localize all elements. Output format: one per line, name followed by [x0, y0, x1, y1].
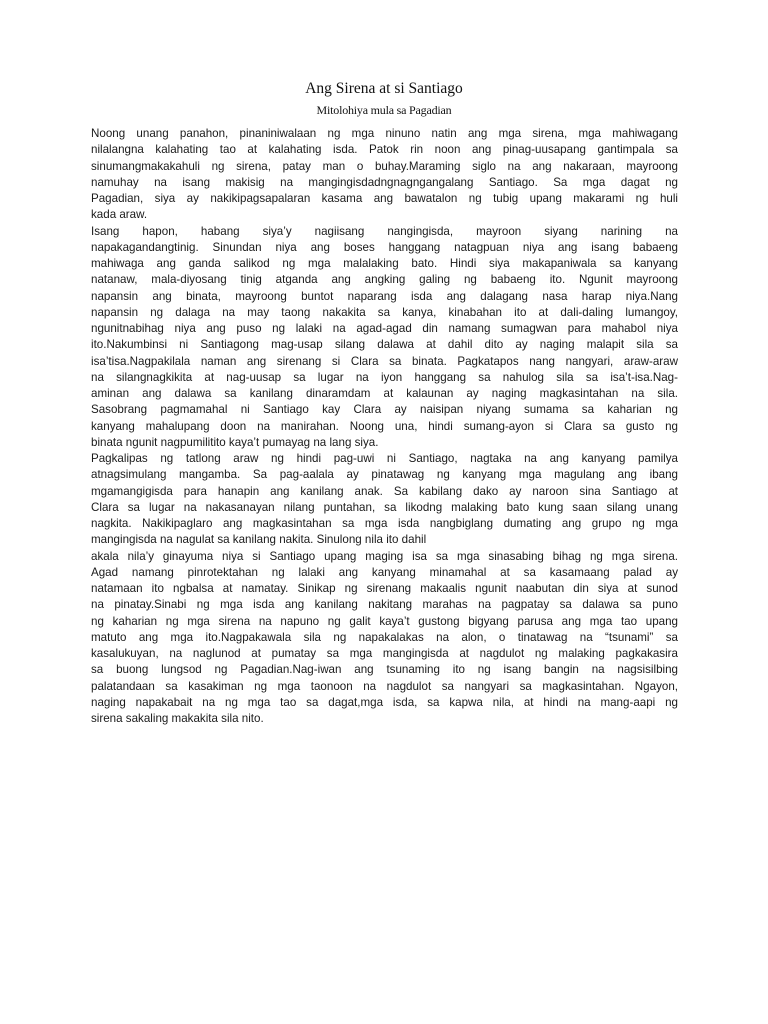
- text-line: aminan ang dalawa sa kanilang dinaramdam at kalaunan ay naging magkasintahan na sila.: [91, 387, 678, 400]
- text-line: isa’tisa.Nagpakilala naman ang sirenang si Clara sa binata. Pagkatapos nang nangyari, araw-araw: [91, 354, 678, 368]
- text-line: Noong unang panahon, pinaniniwalaan ng mga ninuno natin ang mga sirena, mga mahiwagang: [91, 127, 678, 140]
- text-line: natanaw, mala-diyosang tinig atganda ang angking galing ng babaeng ito. Ngunit mayroong: [91, 273, 678, 287]
- text-line: nagkita. Nakikipaglaro ang magkasintahan sa mga isda nangbiglang dumating ang grupo ng mga: [91, 517, 678, 530]
- text-line: naging napakabait na ng mga tao sa dagat,mga isda, sa kapwa nila, at hindi na mang-aapi ng: [91, 695, 678, 709]
- text-line: mgamangigisda para hanapin ang kanilang anak. Sa kabilang dako ay naroon sina Santiago at: [91, 484, 678, 498]
- text-line: ng kaharian ng mga sirena na napuno ng galit kaya’t gustong bigyang parusa ang mga tao upang: [91, 614, 678, 628]
- text-line: akala nila’y ginayuma niya si Santiago upang maging isa sa mga sinasabing bihag ng mga sirena.: [91, 549, 678, 563]
- text-line: namuhay na isang makisig na mangingisdadngnagngangalang Santiago. Sa mga dagat ng: [91, 175, 678, 189]
- text-line: natamaan ito ngbalsa at namatay. Sinikap ng sirenang makaalis ngunit naabutan din siya at sunod: [91, 582, 678, 595]
- text-line: ito.Nakumbinsi ni Santiagong mag-usap silang dalawa at dahil dito ay naging malapit sila sa: [91, 338, 678, 352]
- document-subtitle: Mitolohiya mula sa Pagadian: [316, 103, 452, 117]
- text-line: palatandaan sa kasakiman ng mga taonoon na nagdulot sa nangyari sa magkasintahan. Ngayon,: [91, 679, 678, 693]
- text-line: mangingisda na nagulat sa kanilang nakita. Sinulong nila ito dahil: [91, 533, 427, 547]
- text-line: ngunitnabihag niya ang puso ng lalaki na agad-agad din namang sumagwan para mahabol niya: [91, 322, 678, 335]
- text-line: sinumangmakakahuli ng sirena, patay man o buhay.Maraming siglo na ang nakaraan, mayroong: [91, 159, 678, 173]
- text-line: sa buong lungsod ng Pagadian.Nag-iwan ang tsunaming ito ng isang bangin na nagsisilbing: [91, 663, 678, 677]
- text-line: kasalukuyan, na naglunod at pumatay sa mga mangingisda at nagdulot ng malaking pagkakasira: [91, 647, 678, 660]
- text-line: matuto ang mga ito.Nagpakawala sila ng napakalakas na alon, o tinatawag na “tsunami” sa: [91, 630, 678, 644]
- text-line: atnagsimulang mangamba. Sa pag-aalala ay pinatawag ng kanyang mga magulang ang ibang: [91, 468, 678, 482]
- text-line: nilalangna kalahating tao at kalahating isda. Patok rin noon ang pinag-uusapang gantimpala sa: [91, 143, 678, 157]
- document-title: Ang Sirena at si Santiago: [305, 80, 463, 97]
- text-line: Isang hapon, habang siya’y nagiisang nangingisda, mayroon siyang narining na: [91, 224, 678, 238]
- text-line: binata ngunit nagpumilitito kaya’t pumayag na lang siya.: [91, 435, 379, 449]
- text-line: napansin ang binata, mayroong buntot naparang isda ang dalagang nasa harap niya.Nang: [91, 289, 678, 303]
- text-line: na silangnagkikita at nag-uusap sa lugar na iyon hanggang sa nahulog sila sa isa’t-isa.Nag-: [91, 370, 678, 384]
- text-line: Agad namang pinrotektahan ng lalaki ang kanyang minamahal at sa kasamaang palad ay: [91, 565, 678, 579]
- text-line: Pagadian, siya ay nakikipagsapalaran kasama ang bawatalon ng tubig upang makarami ng huli: [91, 192, 678, 205]
- document-body: [91, 126, 678, 727]
- text-line: Sasobrang pagmamahal ni Santiago kay Clara ay naisipan niyang sumama sa kaharian ng: [91, 403, 678, 417]
- text-line: na pinatay.Sinabi ng mga isda ang kanilang nakitang marahas na pagpatay sa dalawa sa puno: [91, 598, 678, 612]
- text-line: Pagkalipas ng tatlong araw ng hindi pag-uwi ni Santiago, nagtaka na ang kanyang pamilya: [91, 452, 678, 465]
- text-line: sirena sakaling makakita sila nito.: [91, 712, 264, 725]
- text-line: Clara sa lugar na nakasanayan nilang puntahan, sa likodng malaking bato kung saan silang unang: [91, 500, 678, 514]
- text-line: kada araw.: [91, 208, 148, 222]
- text-line: napakagandangtinig. Sinundan niya ang boses hanggang natagpuan niya ang isang babaeng: [91, 240, 678, 254]
- text-line: mahiwaga ang ganda salikod ng mga malalaking bato. Hindi siya makapaniwala sa kanyang: [91, 257, 678, 270]
- text-line: kanyang mahalupang doon na manirahan. Noong una, hindi sumang-ayon si Clara sa gusto ng: [91, 419, 678, 433]
- text-line: napansin ng dalaga na may taong nakakita sa kanya, kinabahan ito at dali-daling lumangoy,: [91, 305, 678, 319]
